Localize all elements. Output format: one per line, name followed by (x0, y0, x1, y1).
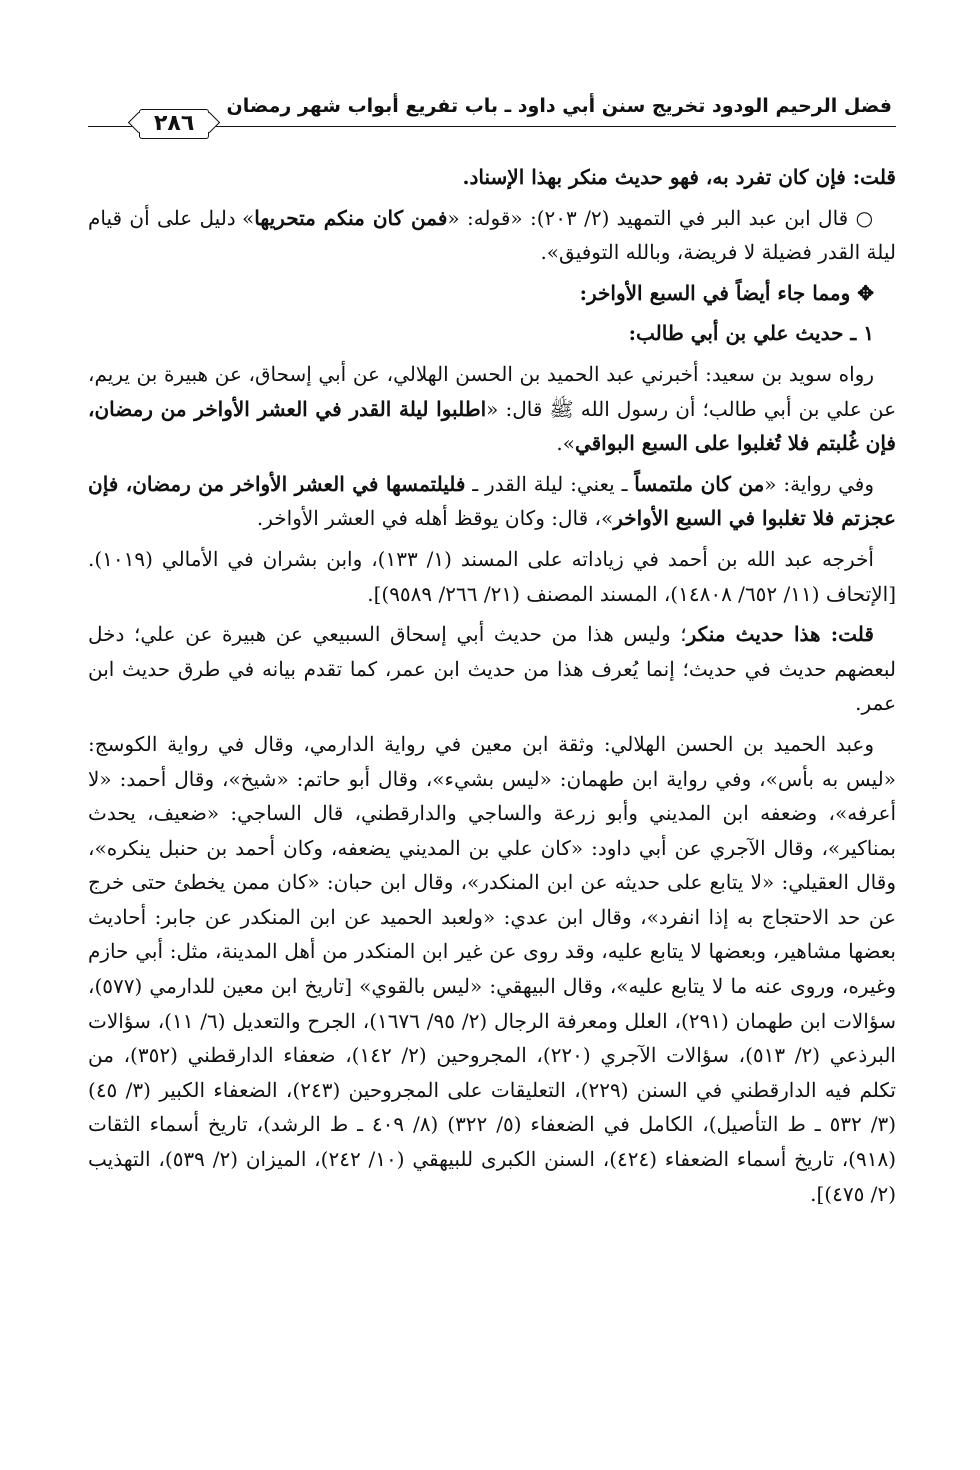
paragraph (88, 357, 896, 461)
page (88, 88, 896, 1217)
bold-text-segment: ✥ ومما جاء أيضاً في السبع الأواخر: (579, 280, 874, 305)
text-segment: » دليل على أن قيام ليلة القدر فضيلة لا فريضة، وبالله التوفيق». (88, 205, 896, 265)
text-segment: وفي رواية: « (764, 471, 874, 496)
paragraph (88, 160, 896, 195)
body-text (88, 160, 896, 1211)
paragraph (88, 617, 896, 721)
text-segment: رواه سويد بن سعيد: أخبرني عبد الحميد بن الحسن الهلالي، عن أبي إسحاق، عن هبيرة بن يريم، عن علي بن أبي طالب؛ أن رسول الله ﷺ قال: « (88, 361, 896, 421)
paragraph (88, 276, 896, 311)
paragraph (88, 316, 896, 351)
header-title: فضل الرحيم الودود تخريج سنن أبي داود ـ باب تفريع أبواب شهر رمضان (226, 95, 892, 117)
bold-text-segment: ١ ـ حديث علي بن أبي طالب: (628, 321, 874, 346)
paragraph (88, 201, 896, 270)
page-number-badge (135, 108, 213, 140)
text-segment: ». (556, 431, 575, 456)
text-segment: ○ قال ابن عبد البر في التمهيد (٢/ ٢٠٣): «قوله: « (447, 205, 874, 230)
text-segment: »، قال: وكان يوقظ أهله في العشر الأواخر. (256, 506, 614, 531)
text-segment: وعبد الحميد بن الحسن الهلالي: وثقة ابن معين في رواية الدارمي، وقال في رواية الكوسج: «ليس به بأس»، وفي رواية ابن طهمان: «ليس بشيء»، وقال أبو حاتم: «شيخ»، وقال أحمد: «لا أعرفه»، وضعفه ابن المديني وأبو زرعة والساجي والدارقطني، قال الساجي: «ضعيف، يحدث بمناكير»، وقال الآجري عن أبي داود: «كان علي بن المديني يضعفه، وكان أحمد بن حنبل ينكره»، وقال العقيلي: «لا يتابع على حديثه عن ابن المنكدر»، وقال ابن حبان: «كان ممن يخطئ حتى خرج عن حد الاحتجاج به إذا انفرد»، وقال ابن عدي: «ولعبد الحميد عن ابن المنكدر عن جابر: أحاديث بعضها مشاهير، وبعضها لا يتابع عليه، وقد روى عن غير ابن المنكدر من أهل المدينة، مثل: أبي حازم وغيره، وروى عنه ما لا يتابع عليه»، وقال البيهقي: «ليس بالقوي» [تاريخ ابن معين للدارمي (٥٧٧)، سؤالات ابن طهمان (٢٩١)، العلل ومعرفة الرجال (٢/ ٩٥/ ١٦٧٦)، الجرح والتعديل (٦/ ١١)، سؤالات البرذعي (٢/ ٥١٣)، سؤالات الآجري (٢٢٠)، المجروحين (٢/ ١٤٢)، ضعفاء الدارقطني (٣٥٢)، من تكلم فيه الدارقطني في السنن (٢٢٩)، التعليقات على المجروحين (٢٤٣)، الضعفاء الكبير (٣/ ٤٥) (٣/ ٥٣٢ ـ ط التأصيل)، الكامل في الضعفاء (٥/ ٣٢٢) (٨/ ٤٠٩ ـ ط الرشد)، تاريخ أسماء الثقات (٩١٨)، تاريخ أسماء الضعفاء (٤٢٤)، السنن الكبرى للبيهقي (١٠/ ٢٤٢)، الميزان (٢/ ٥٣٩)، التهذيب (٢/ ٤٧٥)]. (88, 731, 897, 1206)
bold-text-segment: من كان ملتمساً (634, 471, 765, 496)
bold-text-segment: قلت: فإن كان تفرد به، فهو حديث منكر بهذا الإسناد. (462, 165, 896, 189)
page-number: ٢٨٦ (139, 109, 209, 139)
paragraph (88, 542, 896, 611)
bold-text-segment: اطلبوا ليلة القدر في العشر الأواخر من رمضان، فإن غُلبتم فلا تُغلبوا على السبع البواقي (88, 396, 896, 456)
text-segment: أخرجه عبد الله بن أحمد في زياداته على المسند (١/ ١٣٣)، وابن بشران في الأمالي (١٠١٩). [الإتحاف (١١/ ٦٥٢/ ١٤٨٠٨)، المسند المصنف (٢١/ ٢٦٦/ ٩٥٨٩)]. (88, 546, 896, 606)
bold-text-segment: فمن كان منكم متحريها (254, 205, 448, 230)
text-segment: ـ يعني: ليلة القدر ـ (465, 471, 635, 496)
bold-text-segment: قلت: هذا حديث منكر (686, 622, 874, 647)
bold-text-segment: فليلتمسها في العشر الأواخر من رمضان، فإن عجزتم فلا تغلبوا في السبع الأواخر (88, 471, 896, 531)
paragraph (88, 727, 896, 1211)
paragraph (88, 467, 896, 536)
text-segment: ؛ وليس هذا من حديث أبي إسحاق السبيعي عن هبيرة عن علي؛ دخل لبعضهم حديث في حديث؛ إنما يُعرف هذا من حديث ابن عمر، كما تقدم بيانه في طرق حديث ابن عمر. (88, 622, 896, 716)
